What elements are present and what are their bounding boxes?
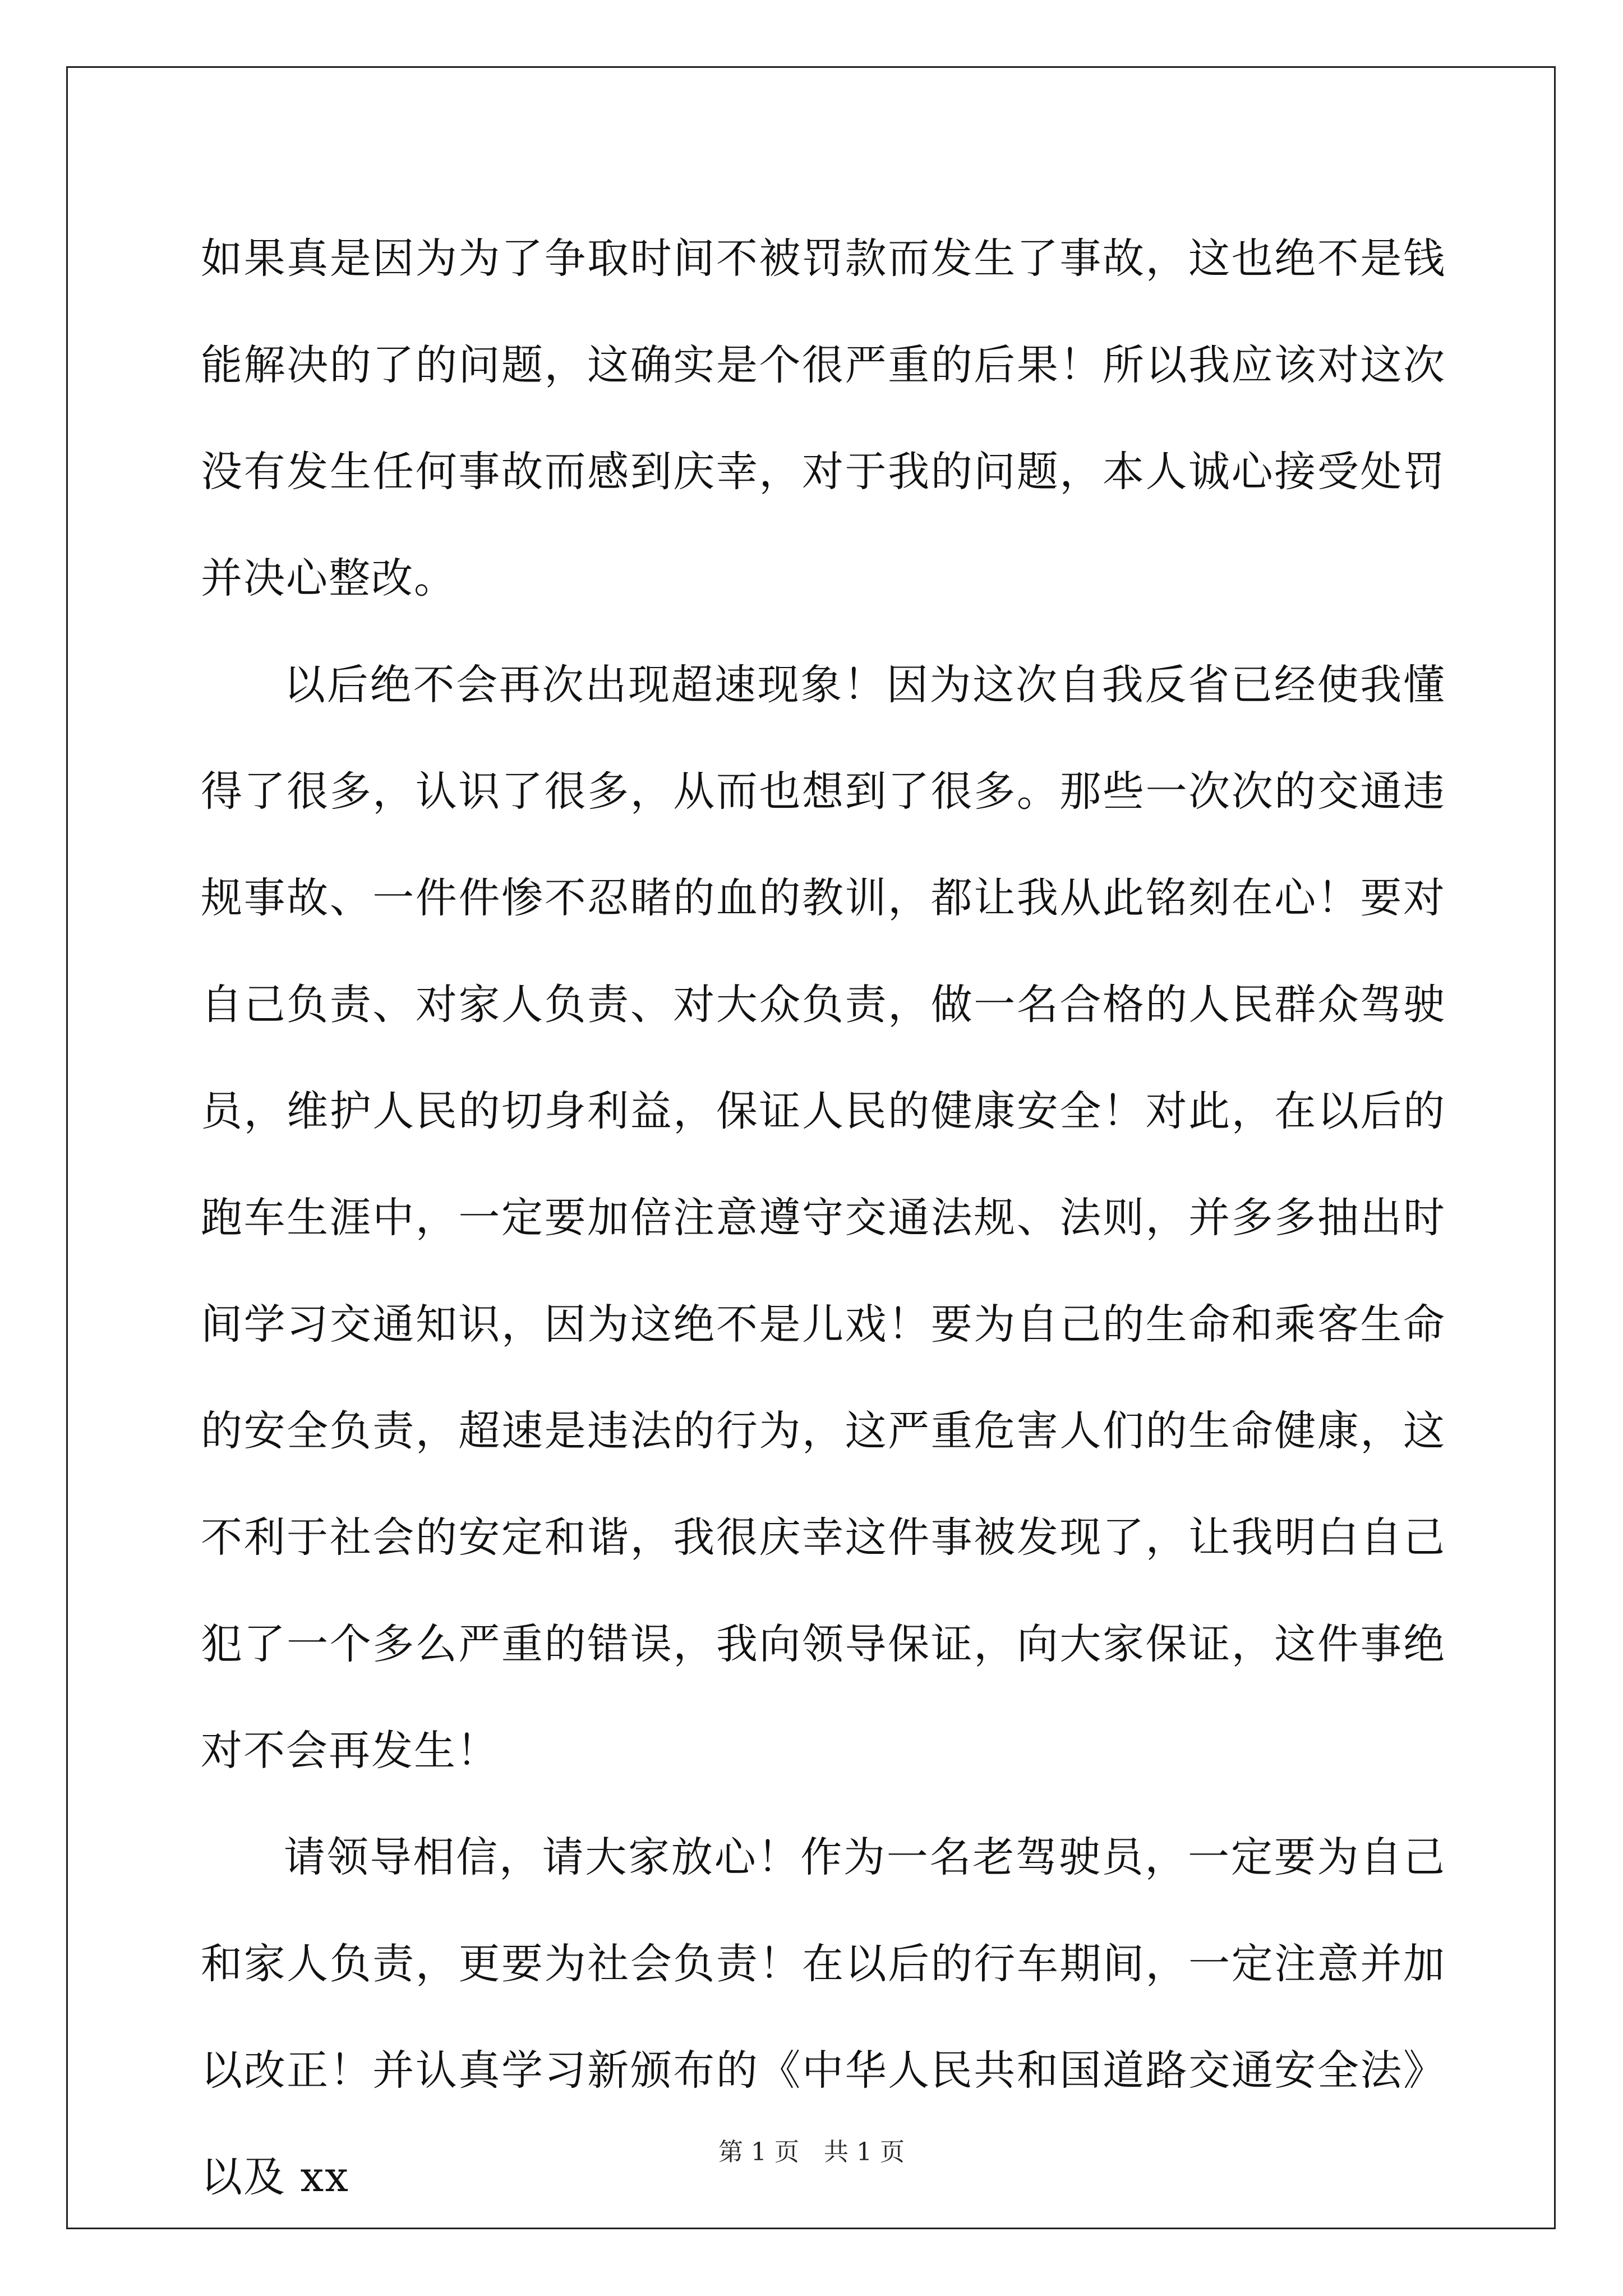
document-body xyxy=(201,205,1446,2230)
paragraph-2: 以后绝不会再次出现超速现象！因为这次自我反省已经使我懂得了很多，认识了很多，从而也想到了很多。那些一次次的交通违规事故、一件件惨不忍睹的血的教训，都让我从此铭刻在心！要对自己负责、对家人负责、对大众负责，做一名合格的人民群众驾驶员，维护人民的切身利益，保证人民的健康安全！对此，在以后的跑车生涯中，一定要加倍注意遵守交通法规、法则，并多多抽出时间学习交通知识，因为这绝不是儿戏！要为自己的生命和乘客生命的安全负责，超速是违法的行为，这严重危害人们的生命健康，这不利于社会的安定和谐，我很庆幸这件事被发现了，让我明白自己犯了一个多么严重的错误，我向领导保证，向大家保证，这件事绝对不会再发生！ xyxy=(201,661,1446,1775)
page-number-footer: 第 1 页 共 1 页 xyxy=(718,2138,905,2166)
paragraph-1: 如果真是因为为了争取时间不被罚款而发生了事故，这也绝不是钱能解决的了的问题，这确实是个很严重的后果！所以我应该对这次没有发生任何事故而感到庆幸，对于我的问题，本人诚心接受处罚并决心整改。 xyxy=(201,234,1446,602)
paragraph-3: 请领导相信，请大家放心！作为一名老驾驶员，一定要为自己和家人负责，更要为社会负责！在以后的行车期间，一定注意并加以改正！并认真学习新颁布的《中华人民共和国道路交通安全法》以及 xx xyxy=(201,1833,1446,2201)
